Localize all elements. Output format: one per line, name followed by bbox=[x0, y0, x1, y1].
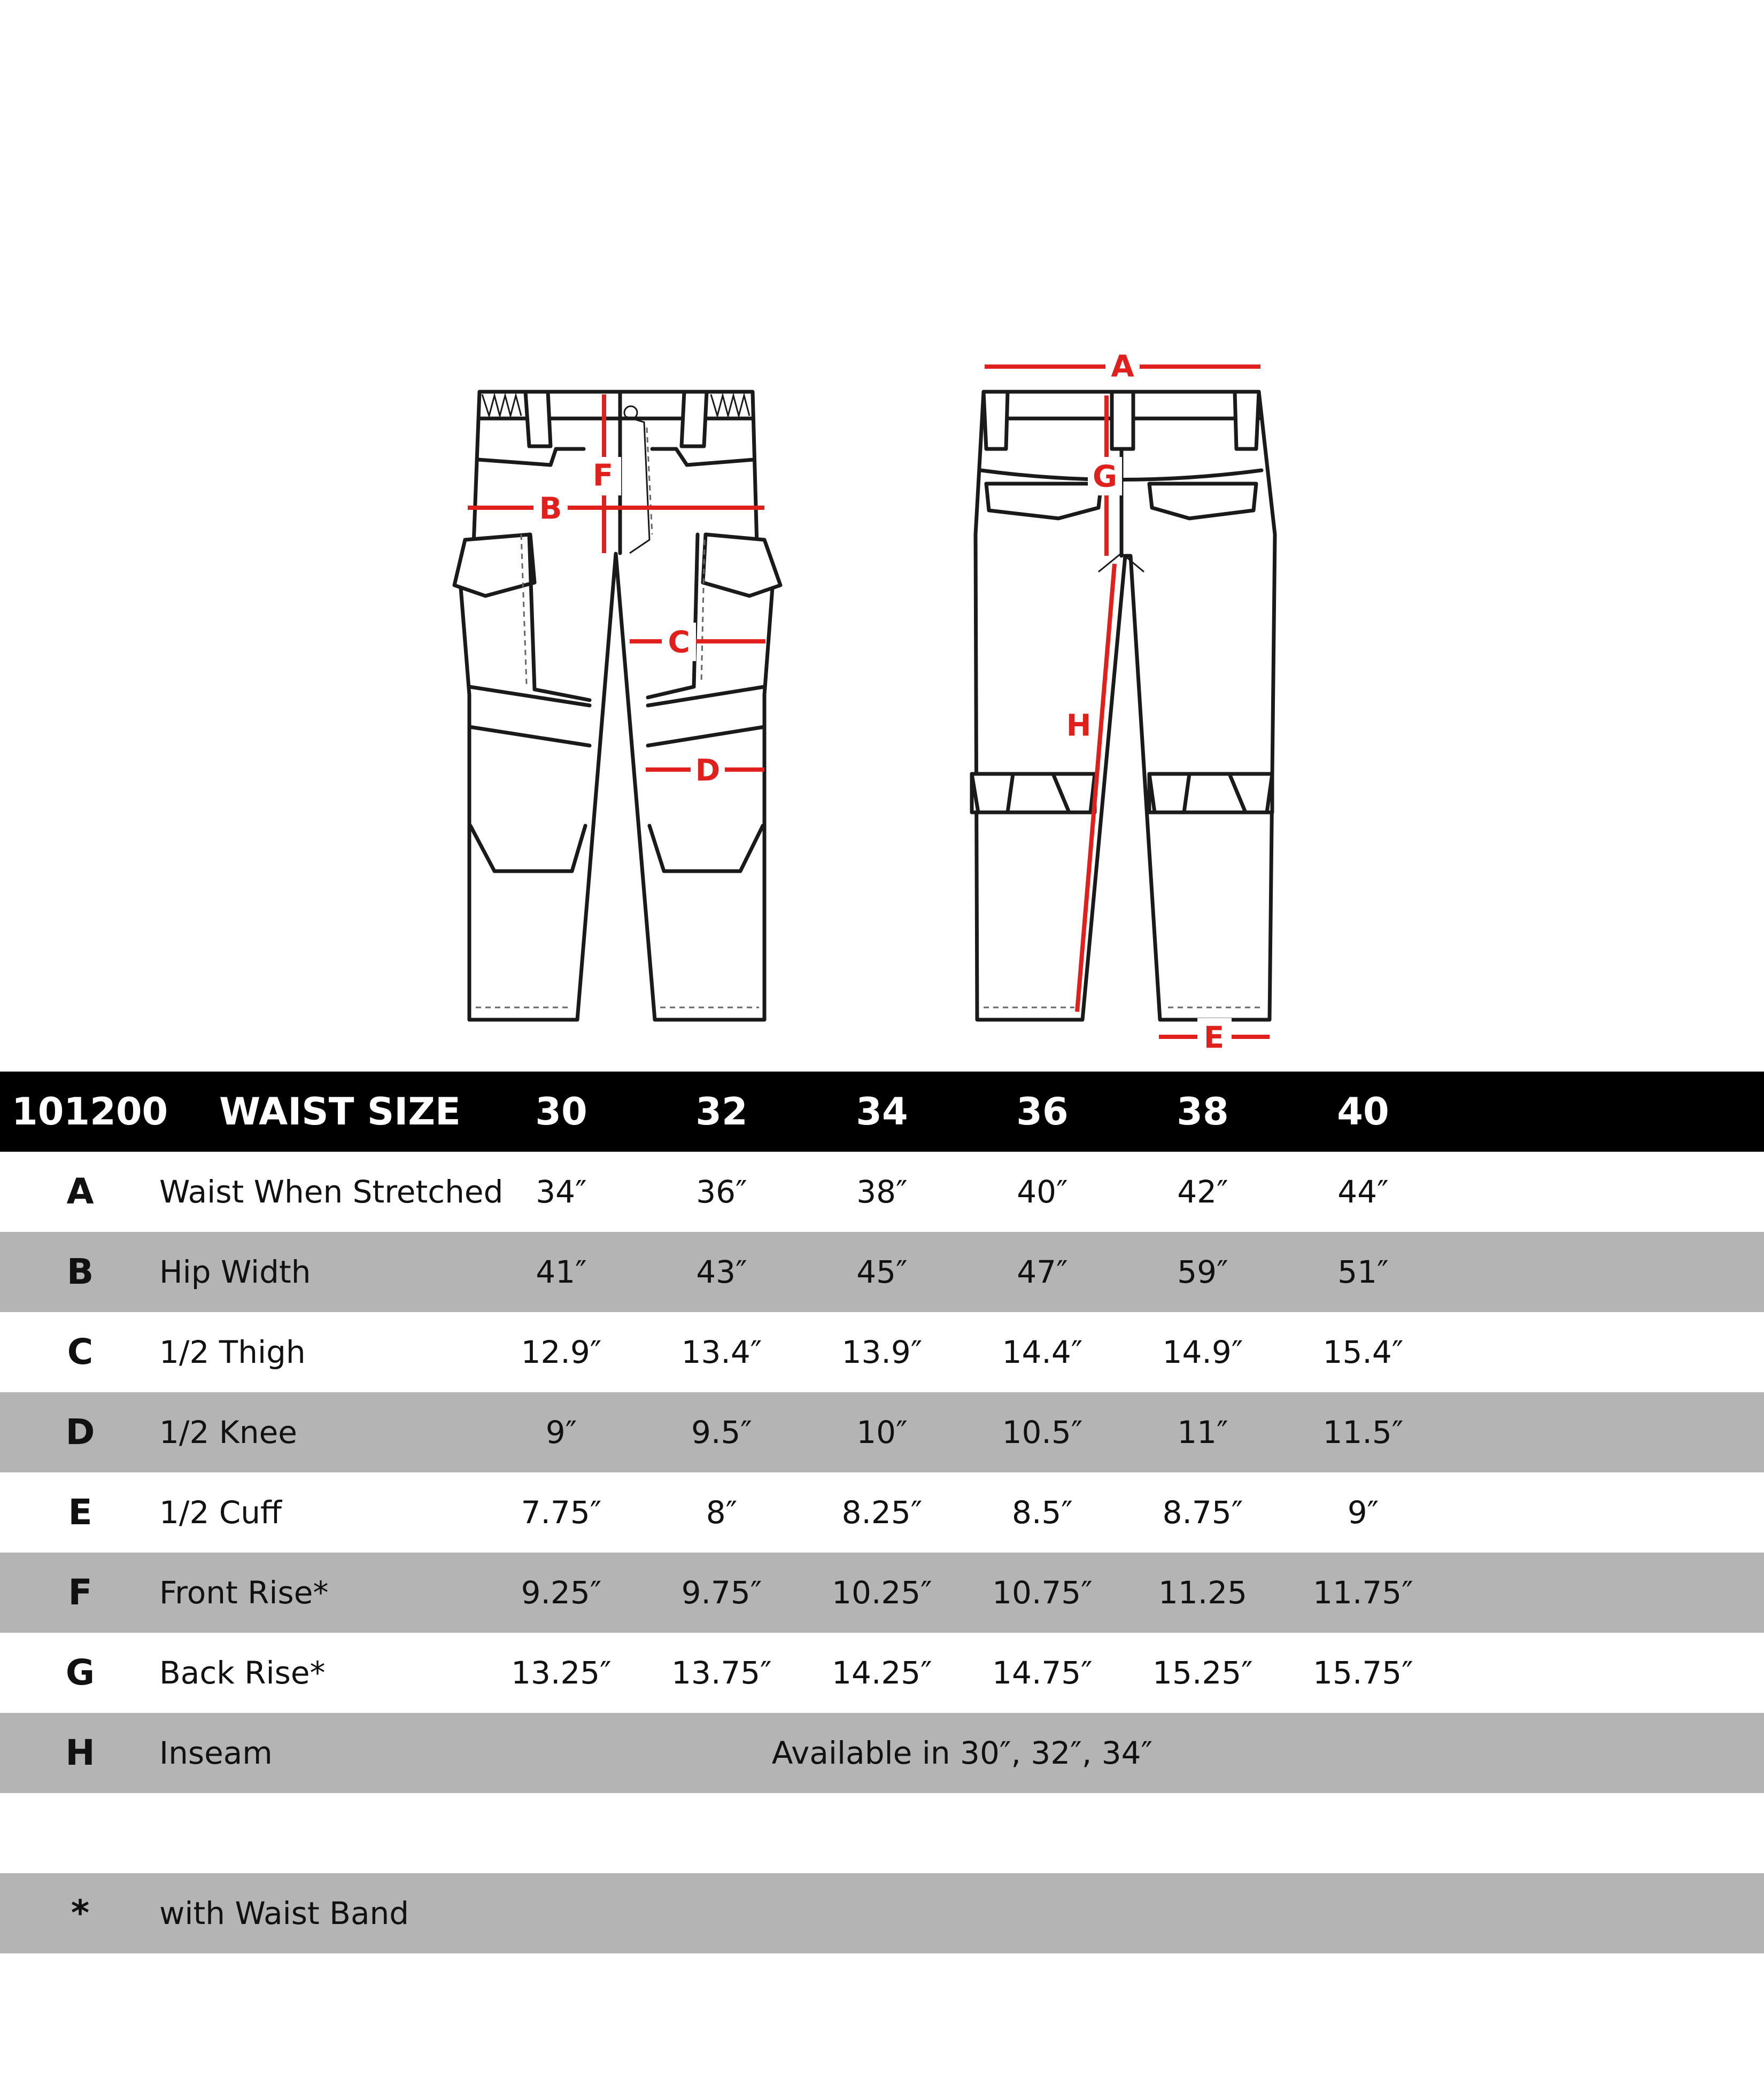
table-cell: 8.75″ bbox=[1162, 1494, 1243, 1531]
measure-label-e: E bbox=[1203, 1020, 1225, 1056]
inseam-availability: Available in 30″, 32″, 34″ bbox=[771, 1735, 1153, 1771]
table-cell: 13.9″ bbox=[841, 1334, 923, 1370]
row-letter: A bbox=[66, 1171, 94, 1212]
footnote-row bbox=[0, 1873, 1764, 1953]
row-letter: H bbox=[65, 1732, 95, 1773]
footnote-text: with Waist Band bbox=[159, 1895, 409, 1931]
size-header: 34 bbox=[856, 1090, 908, 1134]
table-cell: 10.5″ bbox=[1002, 1414, 1083, 1450]
table-row bbox=[0, 1232, 1764, 1312]
table-cell: 14.4″ bbox=[1002, 1334, 1083, 1370]
table-row bbox=[0, 1312, 1764, 1392]
size-header: 30 bbox=[535, 1090, 587, 1134]
table-cell: 40″ bbox=[1017, 1174, 1068, 1210]
table-cell: 11.25 bbox=[1158, 1574, 1248, 1611]
table-cell: 43″ bbox=[696, 1254, 747, 1290]
back-view-pants bbox=[972, 392, 1275, 1020]
size-header: 32 bbox=[695, 1090, 748, 1134]
table-cell: 9.5″ bbox=[691, 1414, 752, 1450]
product-code: 101200 bbox=[12, 1090, 168, 1134]
table-cell: 10.75″ bbox=[992, 1574, 1093, 1611]
row-label: 1/2 Knee bbox=[159, 1414, 297, 1450]
measure-label-d: D bbox=[695, 753, 721, 788]
table-row bbox=[0, 1633, 1764, 1713]
measure-label-b: B bbox=[539, 491, 562, 526]
measure-label-c: C bbox=[668, 625, 690, 660]
table-cell: 41″ bbox=[536, 1254, 587, 1290]
table-cell: 8.25″ bbox=[841, 1494, 923, 1531]
row-label: Hip Width bbox=[159, 1254, 311, 1290]
table-cell: 11.75″ bbox=[1313, 1574, 1413, 1611]
row-label: Front Rise* bbox=[159, 1574, 329, 1611]
table-cell: 14.9″ bbox=[1162, 1334, 1243, 1370]
table-cell: 13.4″ bbox=[681, 1334, 762, 1370]
table-cell: 45″ bbox=[856, 1254, 908, 1290]
row-letter: E bbox=[68, 1492, 92, 1533]
table-cell: 42″ bbox=[1177, 1174, 1228, 1210]
measure-label-h: H bbox=[1066, 708, 1092, 743]
table-cell: 59″ bbox=[1177, 1254, 1228, 1290]
table-cell: 8″ bbox=[706, 1494, 738, 1531]
table-cell: 9.75″ bbox=[681, 1574, 762, 1611]
table-cell: 15.75″ bbox=[1313, 1655, 1413, 1691]
row-label: 1/2 Thigh bbox=[159, 1334, 306, 1370]
table-cell: 11″ bbox=[1177, 1414, 1228, 1450]
table-cell: 44″ bbox=[1337, 1174, 1389, 1210]
size-header: 36 bbox=[1016, 1090, 1069, 1134]
row-letter: F bbox=[68, 1572, 92, 1613]
row-letter: G bbox=[65, 1652, 95, 1693]
table-cell: 47″ bbox=[1017, 1254, 1068, 1290]
footnote-symbol: * bbox=[71, 1892, 90, 1934]
table-cell: 11.5″ bbox=[1322, 1414, 1404, 1450]
table-cell: 7.75″ bbox=[521, 1494, 602, 1531]
row-letter: B bbox=[66, 1251, 94, 1292]
table-header-row bbox=[0, 1072, 1764, 1152]
row-label: 1/2 Cuff bbox=[159, 1494, 282, 1531]
size-chart-table bbox=[0, 1072, 1764, 1953]
table-cell: 9.25″ bbox=[521, 1574, 602, 1611]
row-label: Waist When Stretched bbox=[159, 1174, 504, 1210]
row-label: Back Rise* bbox=[159, 1655, 326, 1691]
table-cell: 13.25″ bbox=[511, 1655, 612, 1691]
table-cell: 36″ bbox=[696, 1174, 747, 1210]
table-cell: 14.25″ bbox=[832, 1655, 932, 1691]
size-header: 38 bbox=[1177, 1090, 1229, 1134]
table-cell: 13.75″ bbox=[671, 1655, 772, 1691]
measure-label-a: A bbox=[1111, 349, 1134, 384]
table-cell: 15.4″ bbox=[1322, 1334, 1404, 1370]
table-cell: 38″ bbox=[856, 1174, 908, 1210]
table-cell: 8.5″ bbox=[1012, 1494, 1073, 1531]
row-letter: D bbox=[65, 1411, 95, 1453]
measure-label-g: G bbox=[1093, 459, 1117, 494]
table-row bbox=[0, 1553, 1764, 1633]
table-row bbox=[0, 1713, 1764, 1793]
table-cell: 12.9″ bbox=[521, 1334, 602, 1370]
row-letter: C bbox=[67, 1331, 94, 1372]
table-row bbox=[0, 1472, 1764, 1553]
table-cell: 9″ bbox=[545, 1414, 577, 1450]
table-cell: 51″ bbox=[1337, 1254, 1389, 1290]
table-cell: 14.75″ bbox=[992, 1655, 1093, 1691]
table-row bbox=[0, 1392, 1764, 1472]
table-row bbox=[0, 1152, 1764, 1232]
table-cell: 15.25″ bbox=[1152, 1655, 1253, 1691]
row-label: Inseam bbox=[159, 1735, 273, 1771]
measure-label-f: F bbox=[592, 458, 614, 493]
table-cell: 9″ bbox=[1347, 1494, 1379, 1531]
table-cell: 10.25″ bbox=[832, 1574, 932, 1611]
table-cell: 34″ bbox=[536, 1174, 587, 1210]
waist-size-heading: WAIST SIZE bbox=[219, 1090, 461, 1134]
size-header: 40 bbox=[1337, 1090, 1389, 1134]
table-cell: 10″ bbox=[856, 1414, 908, 1450]
